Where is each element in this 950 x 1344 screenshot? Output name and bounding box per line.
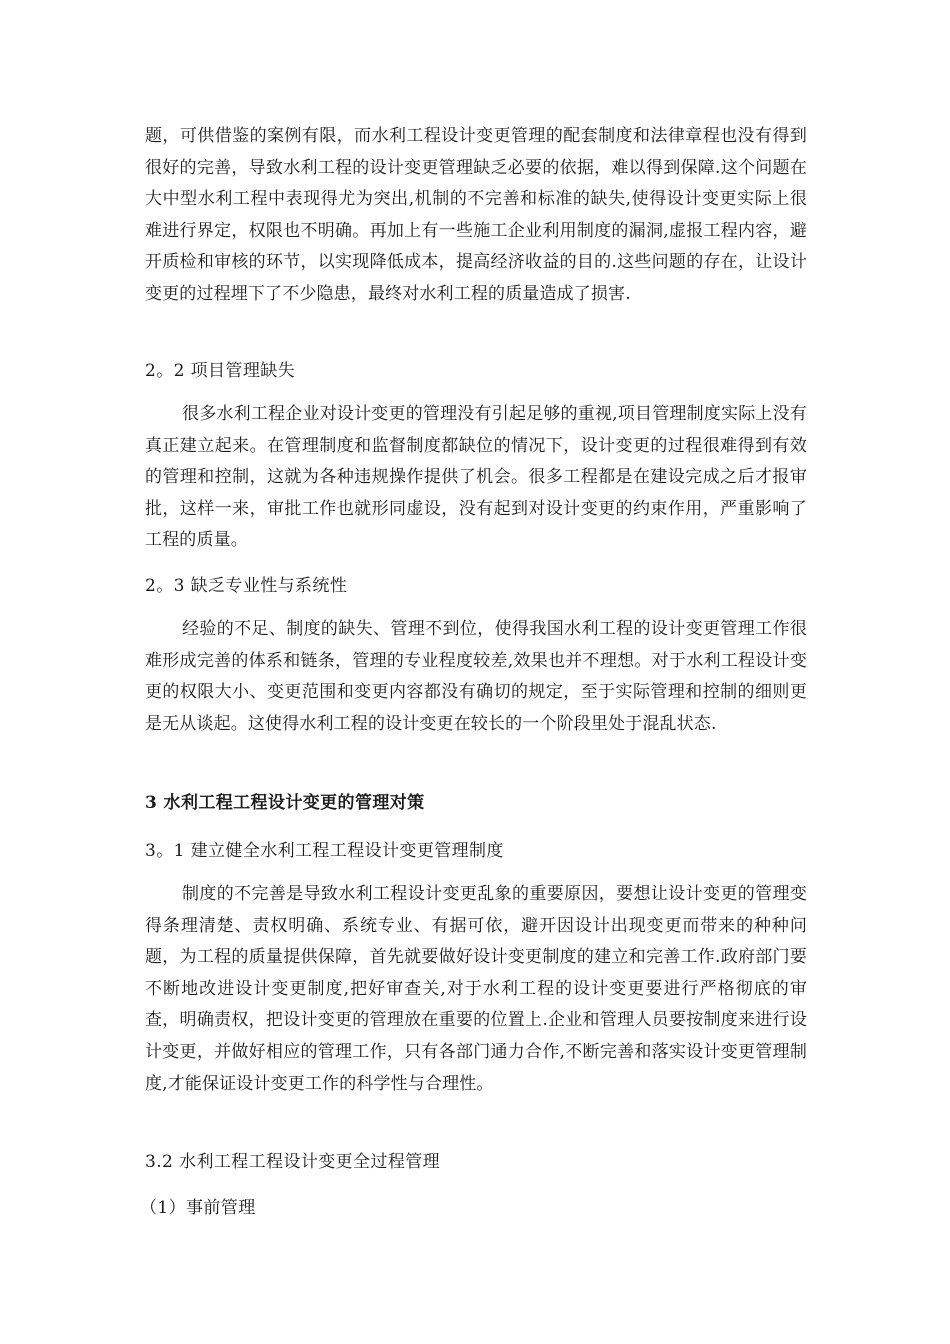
- chapter-heading-3: 3 水利工程工程设计变更的管理对策: [145, 793, 425, 813]
- section-heading-3-1: 3。1 建立健全水利工程工程设计变更管理制度: [145, 841, 504, 861]
- section-heading-3-2: 3.2 水利工程工程设计变更全过程管理: [145, 1152, 441, 1172]
- paragraph-2-3: 经验的不足、制度的缺失、管理不到位，使得我国水利工程的设计变更管理工作很难形成完善的体系和链条，管理的专业程度较差,效果也并不理想。对于水利工程设计变更的权限大小、变更范围和变更内容都没有确切的规定，至于实际管理和控制的细则更是无从谈起。这使得水利工程的设计变更在较长的一个阶段里处于混乱状态.: [145, 619, 807, 734]
- paragraph-intro: 题，可供借鉴的案例有限，而水利工程设计变更管理的配套制度和法律章程也没有得到很好的完善，导致水利工程的设计变更管理缺乏必要的依据，难以得到保障.这个问题在大中型水利工程中表现得尤为突出,机制的不完善和标准的缺失,使得设计变更实际上很难进行界定，权限也不明确。再加上有一些施工企业利用制度的漏洞,虚报工程内容，避开质检和审核的环节，以实现降低成本，提高经济收益的目的.这些问题的存在，让设计变更的过程埋下了不少隐患，最终对水利工程的质量造成了损害.: [145, 126, 807, 304]
- paragraph-2-2: 很多水利工程企业对设计变更的管理没有引起足够的重视,项目管理制度实际上没有真正建立起来。在管理制度和监督制度都缺位的情况下，设计变更的过程很难得到有效的管理和控制，这就为各种违规操作提供了机会。很多工程都是在建设完成之后才报审批，这样一来，审批工作也就形同虚设，没有起到对设计变更的约束作用，严重影响了工程的质量。: [145, 404, 807, 551]
- section-heading-2-3: 2。3 缺乏专业性与系统性: [145, 576, 348, 596]
- subsection-heading-3-2-1: （1）事前管理: [140, 1198, 256, 1218]
- paragraph-3-1: 制度的不完善是导致水利工程设计变更乱象的重要原因，要想让设计变更的管理变得条理清楚、责权明确、系统专业、有据可依，避开因设计出现变更而带来的种种问题，为工程的质量提供保障，首先就要做好设计变更制度的建立和完善工作.政府部门要不断地改进设计变更制度,把好审查关,对于水利工程的设计变更要进行严格彻底的审查，明确责权，把设计变更的管理放在重要的位置上.企业和管理人员要按制度来进行设计变更，并做好相应的管理工作，只有各部门通力合作,不断完善和落实设计变更管理制度,才能保证设计变更工作的科学性与合理性。: [145, 884, 807, 1094]
- section-heading-2-2: 2。2 项目管理缺失: [145, 361, 296, 381]
